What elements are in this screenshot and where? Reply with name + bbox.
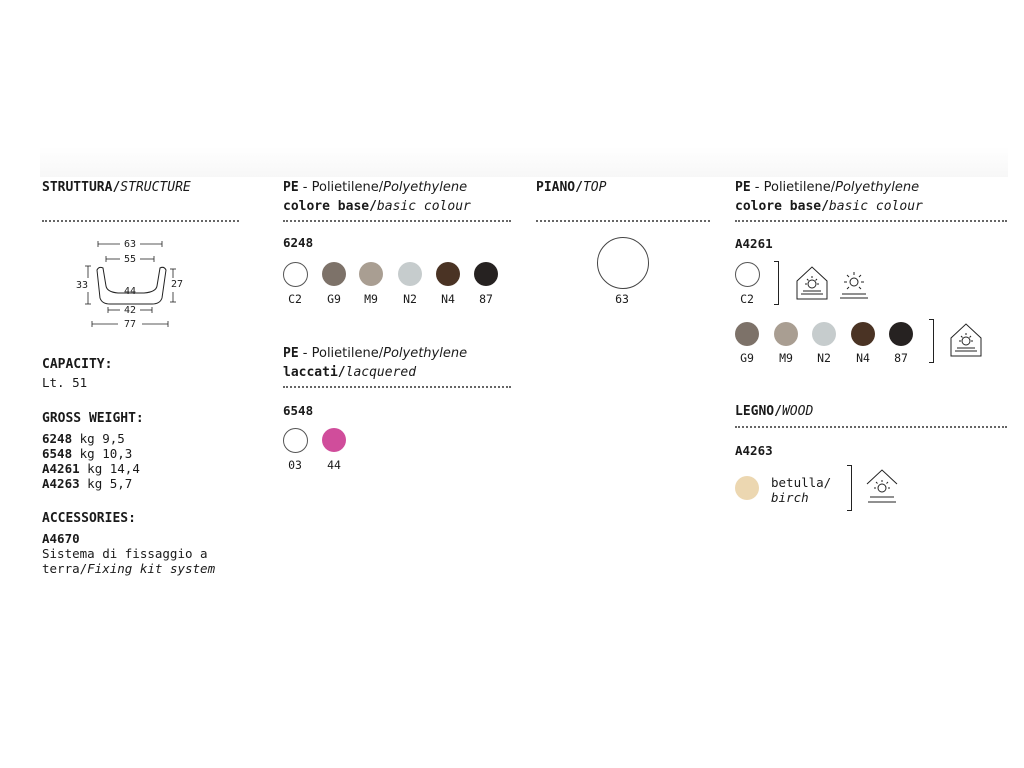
pe-basic-code: 6248 [283,235,314,250]
weight-row: A4263 kg 5,7 [42,476,133,491]
indoor-light-icon [794,264,830,302]
piano-divider [536,220,710,222]
dim-33: 33 [75,280,89,291]
dim-27: 27 [170,279,184,290]
swatch-n2-right[interactable] [812,322,836,346]
weight-row: 6248 kg 9,5 [42,431,125,446]
accessory-desc-2-en: Fixing kit system [87,561,216,576]
swatch-n2[interactable] [398,262,422,286]
accessory-desc-1: Sistema di fissaggio a [42,546,208,561]
pe-basic-heading: PE - Polietilene/Polyethylene colore base/basic colour [283,180,471,214]
dim-44: 44 [123,286,137,297]
accessories-block [42,531,215,576]
swatch-label: N4 [441,292,455,306]
bracket [847,465,852,511]
bracket [929,319,934,363]
swatch-label: 87 [894,351,908,365]
structure-diagram [70,236,190,332]
accessory-code: A4670 [42,531,80,546]
legno-divider [735,426,1007,428]
bracket [774,261,779,305]
swatch-label: C2 [288,292,302,306]
swatch-label: M9 [779,351,793,365]
weight-row: A4261 kg 14,4 [42,461,140,476]
swatch-m9-right[interactable] [774,322,798,346]
top-dim: 63 [615,292,629,306]
gross-weight-list [42,431,140,491]
swatch-label: G9 [327,292,341,306]
capacity-value: Lt. 51 [42,375,88,390]
pe-right-heading: PE - Polietilene/Polyethylene colore base/basic colour [735,180,923,214]
accessories-label: ACCESSORIES: [42,511,136,526]
pe-lacquered-heading: PE - Polietilene/Polyethylene laccati/lacquered [283,346,468,380]
swatch-m9[interactable] [359,262,383,286]
swatch-g9[interactable] [322,262,346,286]
swatch-label: 44 [327,458,341,472]
dim-63: 63 [123,239,137,250]
piano-heading: PIANO/TOP [536,180,607,195]
top-circle [597,237,649,289]
swatch-n4[interactable] [436,262,460,286]
pe-right-divider [735,220,1007,222]
pe-lacquered-code: 6548 [283,403,314,418]
swatch-label: 87 [479,292,493,306]
wood-label: betulla/ birch [771,475,832,505]
swatch-label: N4 [856,351,870,365]
swatch-44[interactable] [322,428,346,452]
accessory-desc-2: terra/ [42,561,88,576]
pe-basic-divider [283,220,511,222]
swatch-label: N2 [817,351,831,365]
swatch-87-right[interactable] [889,322,913,346]
dim-77: 77 [123,319,137,330]
indoor-light-icon [948,321,984,359]
outdoor-sun-icon [838,268,870,302]
swatch-c2-right[interactable] [735,262,760,287]
swatch-label: N2 [403,292,417,306]
swatch-c2[interactable] [283,262,308,287]
swatch-birch[interactable] [735,476,759,500]
legno-heading: LEGNO/WOOD [735,404,814,419]
swatch-label: C2 [740,292,754,306]
indoor-light-icon [864,467,900,507]
swatch-label: G9 [740,351,754,365]
structure-divider [42,220,239,222]
pe-lacquered-divider [283,386,511,388]
legno-code: A4263 [735,443,773,458]
swatch-g9-right[interactable] [735,322,759,346]
swatch-87[interactable] [474,262,498,286]
top-band [40,147,1008,177]
swatch-label: M9 [364,292,378,306]
dim-42: 42 [123,305,137,316]
swatch-n4-right[interactable] [851,322,875,346]
gross-weight-label: GROSS WEIGHT: [42,411,144,426]
capacity-label: CAPACITY: [42,357,113,372]
pe-right-code: A4261 [735,236,773,251]
structure-heading: STRUTTURA/STRUCTURE [42,180,191,195]
dim-55: 55 [123,254,137,265]
swatch-label: 03 [288,458,302,472]
weight-row: 6548 kg 10,3 [42,446,133,461]
swatch-03[interactable] [283,428,308,453]
